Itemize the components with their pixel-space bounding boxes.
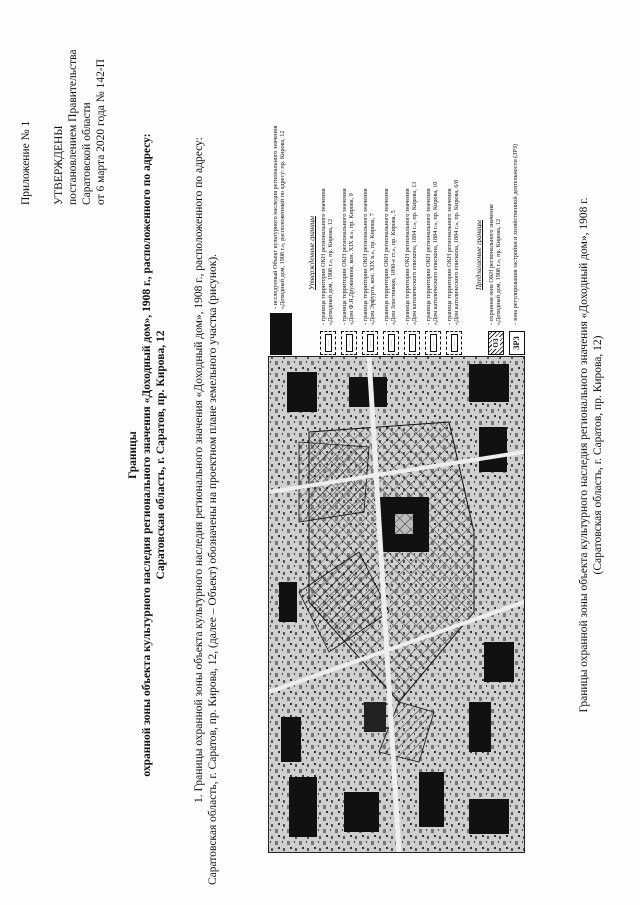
appendix-label: Приложение № 1 <box>20 120 32 205</box>
legend-text: - граница территории ОКН регионального значения <box>446 188 453 325</box>
rotated-landscape-sheet <box>10 15 630 895</box>
protection-zone-swatch: ОЗ <box>488 331 504 355</box>
legend-object-line-1: - исследуемый Объект культурного наследия регионального значения <box>272 125 279 309</box>
legend-text: «Доходный дом, 1908 г.», пр. Кирова, 12 <box>327 218 335 325</box>
proposed-boundaries-heading: Предлагаемые границы <box>475 220 483 290</box>
legend-text: «Дом Злостников, 1890-е гг.», пр. Кирова, 5 <box>390 210 398 325</box>
legend-object-line-2: «Доходный дом, 1908 г.», расположенный по адресу: пр. Кирова, 12 <box>279 130 287 309</box>
approval-line-1: постановлением Правительства <box>67 49 79 205</box>
map-drawing <box>269 357 524 852</box>
title-line-1: Границы <box>127 431 139 479</box>
legend-text: «Дом католического епископа, 1884 г.», пр. Кирова, 13 <box>411 181 419 325</box>
figure-caption-line-1: Границы охранной зоны объекта культурного наследия регионального значения «Доходный дом», 1908 г. <box>578 197 590 713</box>
body-paragraph-line-2: Саратовская область, г. Саратов, пр. Кирова, 12, (далее – Объект) обозначены на проектном плане земельного участка (рисунок). <box>207 253 219 885</box>
territory-boundary-swatch: —— <box>425 331 441 355</box>
cadastral-map <box>268 356 525 853</box>
object-swatch <box>270 313 292 355</box>
territory-boundary-swatch: —— <box>341 331 357 355</box>
approved-label: УТВЕРЖДЕНЫ <box>53 125 65 205</box>
legend-text: - охранная зона ОКН регионального значения <box>488 204 495 325</box>
map-scale: М 1:1000 <box>494 370 507 380</box>
legend-text: - зона регулирования застройки и хозяйственной деятельности (ЗРЗ) <box>512 143 519 325</box>
legend-text: «Дом католического епископа, 1884 г.», пр. Кирова, 6/8 <box>453 179 461 325</box>
approved-boundaries-heading: Утвержденные границы <box>308 216 316 290</box>
territory-boundary-swatch: —— <box>362 331 378 355</box>
legend-text: «Дом Эрфурта, кон. XIX в.», пр. Кирова, 7 <box>369 213 377 325</box>
legend-text: - граница территории ОКН регионального значения <box>425 188 432 325</box>
legend-text: «Доходный дом, 1908 г.», пр. Кирова, 12 <box>495 218 503 325</box>
title-line-2: охранной зоны объекта культурного наследия регионального значения «Доходный дом», 1908 г., расположенного по адресу: <box>141 133 153 777</box>
legend-text: - граница территории ОКН регионального значения <box>362 188 369 325</box>
legend-text: - граница территории ОКН регионального значения <box>383 188 390 325</box>
figure-caption-line-2: (Саратовская область, г. Саратов, пр. Кирова, 12) <box>592 335 604 575</box>
approval-line-2: Саратовской области <box>81 102 93 205</box>
legend-text: - граница территории ОКН регионального значения <box>404 188 411 325</box>
territory-boundary-swatch: —— <box>404 331 420 355</box>
territory-boundary-swatch: —— <box>383 331 399 355</box>
territory-boundary-swatch: —— <box>320 331 336 355</box>
body-paragraph-line-1: 1. Границы охранной зоны объекта культурного наследия регионального значения «Доходный дом», 1908 г., расположенного по адресу: <box>193 137 205 803</box>
legend-text: «Дом католического епископа, 1884 г.», пр. Кирова, 10 <box>432 181 440 325</box>
territory-boundary-swatch: —— <box>446 331 462 355</box>
legend-text: - граница территории ОКН регионального значения <box>320 188 327 325</box>
title-line-3: Саратовская область, г. Саратов, пр. Кирова, 12 <box>155 330 167 580</box>
regulation-zone-swatch: ЗРЗ <box>509 331 525 355</box>
approval-line-3: от 6 марта 2020 года № 142-П <box>95 59 107 205</box>
legend-text: «Дом Ф.Я.Дружинина, кон. XIX в.», пр. Кирова, 9 <box>348 193 356 325</box>
legend-text: - граница территории ОКН регионального значения <box>341 188 348 325</box>
